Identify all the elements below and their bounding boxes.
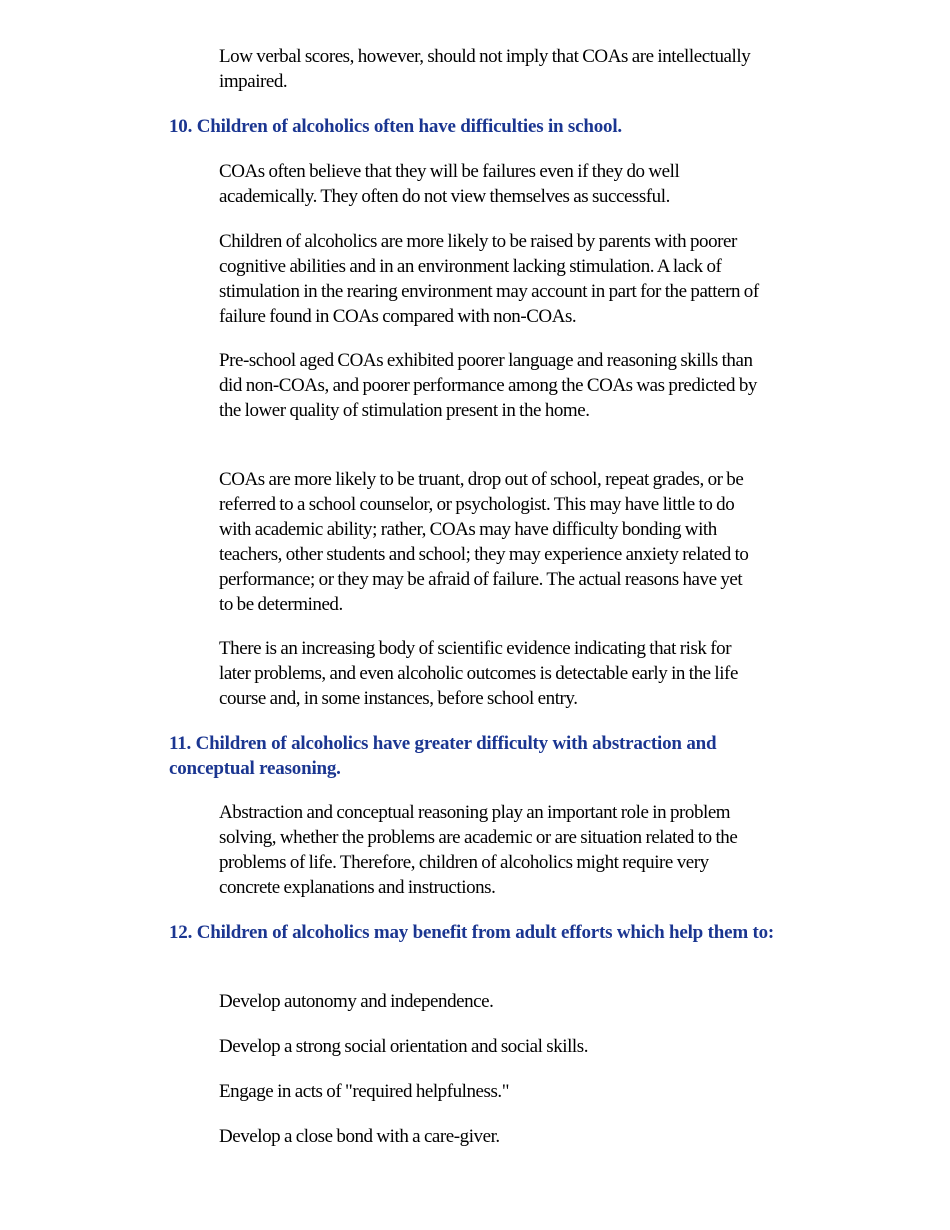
section-12-item-2: Develop a strong social orientation and social skills. xyxy=(219,1036,589,1057)
intro-paragraph: Low verbal scores, however, should not imply that COAs are intellectually impaired. xyxy=(219,46,751,92)
section-10-paragraph-4: COAs are more likely to be truant, drop out of school, repeat grades, or be referred to a school counselor, or psychologist. This may have little to do with academic ability; rather, COAs may have difficulty bonding with teachers, other students and school; they may experience anxiety related to performance; or they may be afraid of failure. The actual reasons have yet to be determined. xyxy=(219,469,749,615)
section-12-item-1: Develop autonomy and independence. xyxy=(219,991,494,1012)
section-10-paragraph-1: COAs often believe that they will be failures even if they do well academically. They often do not view themselves as successful. xyxy=(219,161,680,207)
section-10-paragraph-5: There is an increasing body of scientific evidence indicating that risk for later problems, and even alcoholic outcomes is detectable early in the life course and, in some instances, before school entry. xyxy=(219,638,738,709)
section-10-paragraph-2: Children of alcoholics are more likely to be raised by parents with poorer cognitive abilities and in an environment lacking stimulation. A lack of stimulation in the rearing environment may account in part for the pattern of failure found in COAs compared with non-COAs. xyxy=(219,231,759,327)
section-11-paragraph-1: Abstraction and conceptual reasoning play an important role in problem solving, whether the problems are academic or are situation related to the problems of life. Therefore, children of alcoholics might require very concrete explanations and instructions. xyxy=(219,802,738,898)
section-11-heading: 11. Children of alcoholics have greater difficulty with abstraction and conceptual reasoning. xyxy=(169,733,717,779)
section-12-item-3: Engage in acts of "required helpfulness." xyxy=(219,1081,510,1102)
section-12-heading: 12. Children of alcoholics may benefit from adult efforts which help them to: xyxy=(169,922,775,943)
section-12-item-4: Develop a close bond with a care-giver. xyxy=(219,1126,500,1147)
section-10-paragraph-3: Pre-school aged COAs exhibited poorer language and reasoning skills than did non-COAs, and poorer performance among the COAs was predicted by the lower quality of stimulation present in the home. xyxy=(219,350,757,421)
section-10-heading: 10. Children of alcoholics often have difficulties in school. xyxy=(169,116,622,137)
